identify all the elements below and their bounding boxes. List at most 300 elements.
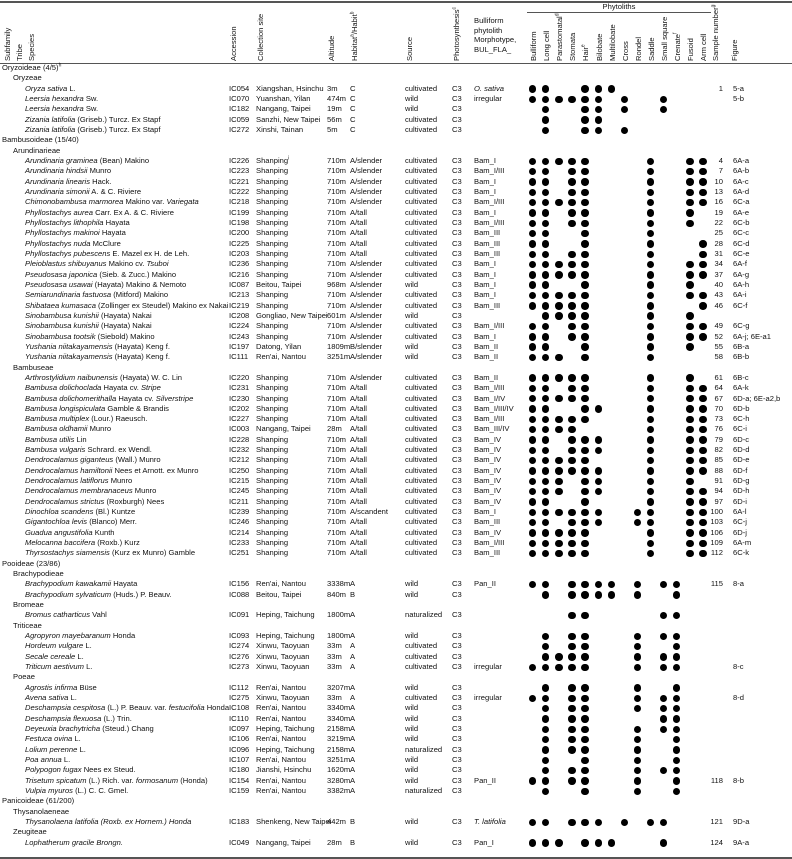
species-authority: (Bl.) Kuntze [95, 507, 136, 517]
phytolith-present-dot [581, 158, 588, 165]
phytolith-present-dot [555, 478, 562, 485]
collection-site-text: Nangang, Taipei [256, 424, 311, 434]
morphotype: Bam_I/III [474, 217, 505, 227]
morphotype: Bam_III/IV [474, 424, 510, 434]
altitude: 710m [327, 186, 346, 196]
collection-site [256, 373, 288, 383]
morphotype: Bam_I/III [474, 321, 505, 331]
species-scientific-name: Thyrsostachys siamensis [25, 548, 110, 558]
species-authority: L. [70, 693, 77, 703]
phytolith-present-dot [568, 777, 575, 784]
tribe-row [0, 672, 792, 682]
collection-site-text: Beitou, Taipei [256, 589, 302, 599]
species-scientific-name: Arundinaria simonii [25, 186, 90, 196]
species-scientific-name: Sinobambusa kunishii [25, 310, 99, 320]
morphotype: Bam_IV [474, 486, 502, 496]
species-name [25, 590, 172, 600]
source: cultivated [405, 496, 438, 506]
collection-site-text: Shanping [256, 548, 289, 558]
phytolith-present-dot [581, 116, 588, 123]
habitat-habit: A/slender [350, 197, 383, 207]
source: cultivated [405, 641, 438, 651]
photosynthesis: C3 [452, 682, 462, 692]
subfamily-name [2, 796, 74, 806]
collection-site-text: Shanping [256, 217, 289, 227]
habitat-habit: A/slender [350, 155, 383, 165]
sample-number: 121 [710, 816, 723, 826]
phytolith-present-dot [529, 292, 536, 299]
phytolith-present-dot [555, 664, 562, 671]
altitude: 28m [327, 424, 342, 434]
phytolith-present-dot [542, 220, 549, 227]
collection-site-text: Heping, Taichung [256, 631, 315, 641]
figure-ref: 6B-b [733, 352, 750, 362]
phytolith-present-dot [686, 550, 693, 557]
sample-number: 64 [714, 383, 723, 393]
altitude: 710m [327, 207, 346, 217]
species-authority: L. [79, 744, 86, 754]
source: wild [405, 579, 419, 589]
phytolith-present-dot [568, 746, 575, 753]
phytolith-present-dot [673, 757, 680, 764]
phytolith-present-dot [529, 519, 536, 526]
phytolith-present-dot [673, 684, 680, 691]
collection-site [256, 724, 315, 734]
header-phytolith-label: Crenate [673, 33, 683, 61]
phytolith-present-dot [686, 281, 693, 288]
source: cultivated [405, 476, 438, 486]
sample-number: 70 [714, 403, 723, 413]
figure-ref: 6A-i [733, 290, 747, 300]
source: cultivated [405, 197, 438, 207]
phytolith-present-dot [542, 457, 549, 464]
header-phytolith-label: Hair [581, 47, 591, 61]
header-phytolith-label: Multilobate [607, 24, 617, 61]
tribe-name [13, 146, 60, 156]
species-authority: McClure [92, 238, 121, 248]
header-morphotype [474, 16, 516, 54]
species-name [25, 693, 77, 703]
phytolith-present-dot [568, 261, 575, 268]
phytolith-present-dot [529, 333, 536, 340]
altitude: 56m [327, 114, 342, 124]
phytolith-present-dot [542, 519, 549, 526]
phytolith-present-dot [568, 374, 575, 381]
table-row [0, 466, 792, 476]
altitude: 1800m [327, 631, 351, 641]
phytolith-present-dot [634, 519, 641, 526]
phytolith-present-dot [686, 385, 693, 392]
species-name [25, 641, 92, 651]
phytolith-present-dot [634, 633, 641, 640]
altitude: 1800m [327, 610, 351, 620]
species-name [25, 228, 126, 238]
phytolith-present-dot [555, 271, 562, 278]
collection-site-text: Shanping [256, 455, 289, 465]
subfamily-name [2, 135, 79, 145]
species-name [25, 270, 176, 280]
phytolith-present-dot [542, 509, 549, 516]
habitat-habit: B [350, 837, 356, 847]
phytolith-present-dot [647, 312, 654, 319]
species-name [25, 755, 70, 765]
phytolith-present-dot [568, 633, 575, 640]
species-authority: Nees ex Steud. [83, 765, 136, 775]
species-name [25, 517, 137, 527]
accession: IC228 [229, 434, 250, 444]
collection-site [256, 497, 288, 507]
phytolith-present-dot [529, 777, 536, 784]
morphotype: Bam_II [474, 341, 499, 351]
phytolith-present-dot [647, 343, 654, 350]
accession: IC272 [229, 124, 250, 134]
habitat-habit: A [350, 641, 356, 651]
species-name [25, 311, 152, 321]
table-row [0, 538, 792, 548]
habitat-habit: A/slender [350, 372, 383, 382]
phytolith-present-dot [673, 643, 680, 650]
table-row [0, 838, 792, 848]
species-authority: (L.) Rich. var. [88, 775, 134, 785]
source: cultivated [405, 693, 438, 703]
phytolith-present-dot [542, 416, 549, 423]
sample-number: 37 [714, 269, 723, 279]
source: wild [405, 631, 419, 641]
species-name [25, 765, 136, 775]
altitude: 601m [327, 310, 346, 320]
phytolith-present-dot [542, 96, 549, 103]
accession: IC182 [229, 104, 250, 114]
footnote-marker: i [288, 155, 290, 162]
table-row [0, 476, 792, 486]
species-scientific-name: Bambusa oldhamii [25, 424, 88, 434]
phytolith-present-dot [555, 488, 562, 495]
table-row [0, 424, 792, 434]
phytolith-present-dot [568, 612, 575, 619]
species-authority: L. [63, 754, 71, 764]
phytolith-present-dot [595, 488, 602, 495]
habitat-habit: B [350, 816, 356, 826]
phytolith-present-dot [542, 271, 549, 278]
collection-site [256, 280, 301, 290]
habitat-habit: A/tall [350, 228, 367, 238]
figure-ref: 6C-d [733, 238, 750, 248]
sample-number: 55 [714, 341, 723, 351]
habitat-habit: A [350, 775, 356, 785]
species-authority: Carr. Ex A. & C. Riviere [95, 207, 175, 217]
phytolith-present-dot [568, 705, 575, 712]
phytolith-present-dot [581, 127, 588, 134]
phytolith-present-dot [647, 178, 654, 185]
habitat-habit: A [350, 703, 356, 713]
sample-number: 73 [714, 414, 723, 424]
species-authority: Gamble & Brandis [107, 403, 169, 413]
phytolith-present-dot [673, 736, 680, 743]
phytolith-present-dot [647, 333, 654, 340]
phytolith-present-dot [542, 684, 549, 691]
phytolith-present-dot [647, 395, 654, 402]
morphotype: Bam_III [474, 238, 501, 248]
habitat-habit: C [350, 93, 356, 103]
phytolith-present-dot [660, 612, 667, 619]
phytolith-present-dot [647, 251, 654, 258]
photosynthesis: C3 [452, 465, 462, 475]
phytolith-present-dot [529, 529, 536, 536]
phytolith-present-dot [542, 116, 549, 123]
species-variety: Variegata [166, 197, 199, 207]
phytolith-present-dot [647, 416, 654, 423]
figure-ref: 6C-c [733, 228, 750, 238]
source: cultivated [405, 321, 438, 331]
phytolith-present-dot [555, 395, 562, 402]
phytolith-present-dot [581, 178, 588, 185]
tribe-name [13, 569, 64, 579]
photosynthesis: C3 [452, 341, 462, 351]
species-scientific-name: Dendrocalamus giganteus [25, 455, 114, 465]
header-phytolith-column [686, 38, 695, 61]
table-row [0, 280, 792, 290]
phytolith-present-dot [568, 436, 575, 443]
phytolith-present-dot [568, 158, 575, 165]
header-sample-number-label: Sample number [711, 7, 720, 61]
phytolith-present-dot [529, 581, 536, 588]
accession: IC202 [229, 403, 250, 413]
source: cultivated [405, 507, 438, 517]
species-name [25, 94, 98, 104]
species-authority: Hayata [113, 579, 138, 589]
source: cultivated [405, 424, 438, 434]
species-scientific-name: Avena sativa [25, 693, 69, 703]
collection-site [256, 290, 288, 300]
group-label: Poeae [13, 672, 35, 682]
collection-site-text: Shanping [256, 228, 289, 238]
accession: IC224 [229, 321, 250, 331]
phytolith-present-dot [542, 251, 549, 258]
header-phytolith-label: Bulliform [529, 31, 538, 61]
phytolith-present-dot [542, 374, 549, 381]
collection-site-text: Shanping [256, 538, 289, 548]
species-authority: (L.) C. C. Gmel. [75, 785, 129, 795]
phytolith-present-dot [634, 777, 641, 784]
altitude: 710m [327, 465, 346, 475]
phytolith-present-dot [621, 96, 628, 103]
sample-number: 82 [714, 445, 723, 455]
source: cultivated [405, 403, 438, 413]
morphotype: Bam_IV [474, 465, 502, 475]
habitat-habit: A/tall [350, 548, 367, 558]
phytolith-present-dot [634, 591, 641, 598]
table-row [0, 776, 792, 786]
header-accession: Accession [229, 26, 238, 61]
species-authority: Lin [76, 434, 87, 444]
phytolith-present-dot [581, 251, 588, 258]
phytolith-present-dot [581, 395, 588, 402]
source: wild [405, 341, 419, 351]
accession: IC236 [229, 259, 250, 269]
accession: IC110 [229, 713, 249, 723]
habitat-habit: A/slender [350, 166, 383, 176]
phytolith-present-dot [595, 447, 602, 454]
collection-site [256, 486, 288, 496]
morphotype: Bam_I/III [474, 197, 505, 207]
phytolith-present-dot [581, 220, 588, 227]
collection-site [256, 94, 310, 104]
phytolith-present-dot [542, 581, 549, 588]
table-row [0, 125, 792, 135]
accession: IC054 [229, 83, 250, 93]
phytolith-present-dot [581, 436, 588, 443]
species-scientific-name: Leersia hexandra [25, 104, 84, 114]
tribe-row [0, 73, 792, 83]
sample-number: 79 [714, 434, 723, 444]
phytolith-present-dot [542, 478, 549, 485]
habitat-habit: A [350, 610, 356, 620]
header-phytolith-column [621, 41, 630, 61]
phytolith-present-dot [568, 591, 575, 598]
species-scientific-name: Agrostis infirma [25, 682, 78, 692]
source: cultivated [405, 259, 438, 269]
phytolith-present-dot [660, 664, 667, 671]
morphotype: Bam_I [474, 269, 496, 279]
phytolith-present-dot [660, 633, 667, 640]
header-phytolith-column [647, 37, 656, 61]
accession: IC226 [229, 155, 250, 165]
table-row [0, 187, 792, 197]
species-authority: (Griseb.) Turcz. Ex Stapf [77, 114, 161, 124]
photosynthesis: C3 [452, 393, 462, 403]
source: wild [405, 682, 419, 692]
photosynthesis: C3 [452, 259, 462, 269]
phytolith-present-dot [568, 323, 575, 330]
morphotype: Bam_II [474, 352, 499, 362]
group-label: Pooideae (23/86) [2, 558, 61, 568]
altitude: 710m [327, 403, 346, 413]
collection-site-text: Xinwu, Taoyuan [256, 641, 310, 651]
phytolith-present-dot [634, 757, 641, 764]
phytolith-present-dot [581, 302, 588, 309]
figure-ref: 9D-a [733, 816, 750, 826]
morphotype: Bam_I [474, 176, 496, 186]
group-label: Oryzoideae (4/5) [2, 63, 59, 72]
species-scientific-name: Pseudosasa usawai [25, 279, 93, 289]
altitude: 710m [327, 300, 346, 310]
figure-ref: 6C-k [733, 548, 750, 558]
header-figure: Figure [730, 39, 739, 61]
accession: IC246 [229, 517, 250, 527]
phytolith-present-dot [647, 199, 654, 206]
tribe-name [13, 600, 44, 610]
altitude: 710m [327, 393, 346, 403]
species-name [25, 156, 149, 166]
phytolith-present-dot [555, 426, 562, 433]
accession: IC096 [229, 744, 250, 754]
species-name [25, 424, 111, 434]
collection-site [256, 187, 288, 197]
collection-site-text: Ren'ai, Nantou [256, 754, 306, 764]
morphotype: Bam_III [474, 517, 501, 527]
subfamily-row [0, 559, 792, 569]
collection-site-text: Shanping [256, 496, 289, 506]
species-name [25, 497, 164, 507]
table-row [0, 683, 792, 693]
phytolith-present-dot [595, 519, 602, 526]
species-authority: (Bean) Makino [99, 155, 150, 165]
collection-site [256, 548, 288, 558]
photosynthesis: C3 [452, 734, 462, 744]
source: wild [405, 104, 419, 114]
species-scientific-name: Guadua angustifolia [25, 527, 93, 537]
habitat-habit: C [350, 124, 356, 134]
phytolith-present-dot [686, 168, 693, 175]
altitude: 1809m [327, 341, 351, 351]
species-scientific-name: Phyllostachys aurea [25, 207, 93, 217]
habitat-habit: A [350, 579, 356, 589]
accession: IC200 [229, 228, 250, 238]
source: cultivated [405, 238, 438, 248]
footnote-marker: d [554, 13, 561, 17]
species-authority: Nees et Arnott. ex Munro [114, 465, 199, 475]
phytolith-present-dot [621, 127, 628, 134]
source: cultivated [405, 434, 438, 444]
source: wild [405, 775, 419, 785]
photosynthesis: C3 [452, 321, 462, 331]
phytolith-present-dot [568, 467, 575, 474]
altitude: 3280m [327, 775, 351, 785]
collection-site [256, 838, 311, 848]
table-row [0, 435, 792, 445]
phytolith-present-dot [686, 467, 693, 474]
header-habitat-habit [350, 12, 359, 61]
photosynthesis: C3 [452, 290, 462, 300]
collection-site [256, 590, 301, 600]
phytolith-present-dot [555, 96, 562, 103]
morphotype: Bam_I/IV [474, 393, 506, 403]
collection-site-text: Shanping [256, 259, 289, 269]
phytolith-present-dot [660, 653, 667, 660]
group-label: Arundinarieae [13, 145, 61, 155]
photosynthesis: C3 [452, 579, 462, 589]
species-scientific-name: Arundinaria graminea [25, 155, 98, 165]
phytolith-present-dot [542, 839, 549, 846]
collection-site-text: Shanping [256, 176, 289, 186]
group-label: Bambusoideae (15/40) [2, 135, 79, 145]
header-source: Source [405, 36, 414, 61]
source: wild [405, 279, 419, 289]
photosynthesis: C3 [452, 486, 462, 496]
photosynthesis: C3 [452, 217, 462, 227]
species-scientific-name: Chimonobambusa marmorea [25, 197, 124, 207]
table-row [0, 301, 792, 311]
phytolith-present-dot [673, 715, 680, 722]
header-phytolith-label: Parastomatal [555, 16, 565, 61]
figure-ref: 6D-e [733, 455, 750, 465]
sample-number: 85 [714, 455, 723, 465]
species-authority: (Huds.) P. Beauv. [113, 589, 172, 599]
species-name [25, 125, 161, 135]
figure-ref: 6A-b [733, 166, 750, 176]
collection-site [256, 755, 306, 765]
figure-ref: 6A-m [733, 538, 752, 548]
phytolith-present-dot [595, 819, 602, 826]
phytolith-present-dot [595, 127, 602, 134]
phytolith-present-dot [529, 447, 536, 454]
collection-site-text: Sanzhi, New Taipei [256, 114, 321, 124]
altitude: 710m [327, 321, 346, 331]
collection-site [256, 424, 311, 434]
photosynthesis: C3 [452, 166, 462, 176]
collection-site-text: Shanping [256, 445, 289, 455]
phytolith-present-dot [608, 581, 615, 588]
